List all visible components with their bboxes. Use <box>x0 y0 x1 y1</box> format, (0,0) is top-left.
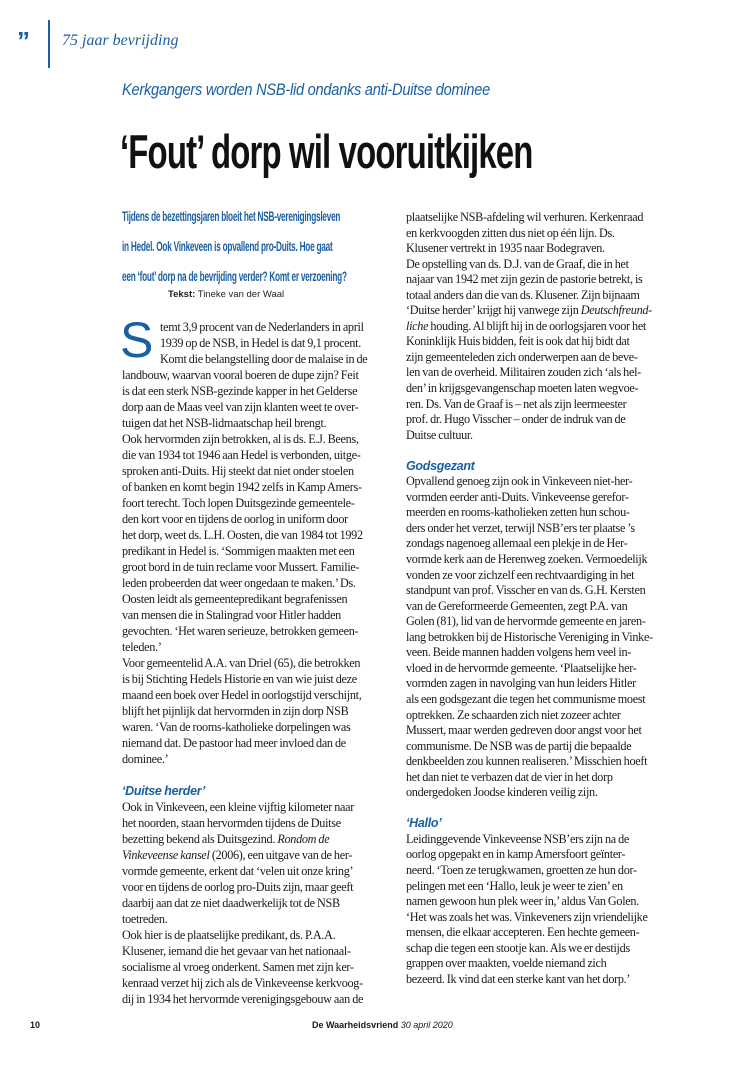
article-intro <box>122 202 397 292</box>
body-line: socialisme al vroeg onderkent. Samen met zijn ker- <box>122 960 354 974</box>
body-line <box>122 831 329 847</box>
body-line: plaatselijke NSB-afdeling wil verhuren. Kerkenraad <box>406 210 644 224</box>
body-line: vormde kerk aan de Herenweg zoeken. Vermoedelijk <box>406 552 648 567</box>
body-line: zondags nagenoeg allemaal een plekje in de Her- <box>406 536 628 551</box>
body-line: prof. dr. Hugo Visscher – onder de indruk van de <box>406 412 626 427</box>
body-line: leden probeerden dat weer ongedaan te maken.’ Ds. <box>122 576 356 590</box>
header-divider <box>48 20 50 68</box>
section-heading: Godsgezant <box>406 458 475 473</box>
body-line: najaar van 1942 met zijn gezin de pastorie betrekt, is <box>406 272 643 287</box>
byline <box>168 289 284 300</box>
body-line: Komt die belangstelling door de malaise in de <box>160 352 368 366</box>
body-column-left <box>122 319 392 1007</box>
body-line: ren. Ds. Van de Graaf is – net als zijn leermeester <box>406 396 627 411</box>
body-line: teleden.’ <box>122 640 162 654</box>
body-line: Leidinggevende Vinkeveense NSB’ers zijn na de <box>406 831 629 846</box>
italic-title: liche <box>406 318 429 333</box>
body-line: dominee.’ <box>122 752 169 766</box>
body-line: vormden zagen in navolging van hun leiders Hitler <box>406 676 636 691</box>
body-line: van mensen die in Stalingrad voor Hitler hadden <box>122 608 341 622</box>
drop-cap: S <box>120 315 154 365</box>
body-line: is bij Stichting Hedels Historie en van wie juist deze <box>122 672 357 686</box>
section-heading: ‘Hallo’ <box>406 816 442 831</box>
footer-publication <box>312 1020 453 1030</box>
body-line: ondergedoken Joodse kinderen veilig zijn. <box>406 785 598 800</box>
body-line: De opstelling van ds. D.J. van de Graaf, die in het <box>406 256 629 271</box>
body-line: het noorden, staan hervormden tijdens de Duitse <box>122 816 341 830</box>
body-line: vormde gemeente, erkent dat ‘velen uit onze kring’ <box>122 864 354 878</box>
body-text: bezetting bekend als Duitsgezind. <box>122 832 278 846</box>
body-line: grappen over maakten, voelde niemand zich <box>406 956 607 971</box>
byline-label: Tekst: <box>168 289 196 300</box>
body-line: Voor gemeentelid A.A. van Driel (65), die betrokken <box>122 656 361 670</box>
body-text: (2006), een uitgave van de her- <box>209 848 353 862</box>
body-line: het dan niet te verbazen dat de vier in het dorp <box>406 769 613 784</box>
body-line: Koninklijk Huis bidden, feit is ook dat hij bidt dat <box>406 334 630 349</box>
body-line: maand een boek over Hedel in oorlogstijd verschijnt, <box>122 688 362 702</box>
body-column-right <box>406 210 676 987</box>
body-line: waren. ‘Van de rooms-katholieke dorpelingen was <box>122 720 351 734</box>
body-line: den’ in krijgsgevangenschap moeten laten wegvoe- <box>406 381 639 396</box>
body-line: totaal anders dan die van ds. Klusener. Zijn bijnaam <box>406 287 640 302</box>
body-line: vloed in de hervormde gemeente. ‘Plaatselijke her- <box>406 660 637 675</box>
intro-line: Tijdens de bezettingsjaren bloeit het NSB-verenigingsleven <box>122 209 341 225</box>
series-label: 75 jaar bevrijding <box>62 32 179 49</box>
body-line: Golen (81), lid van de hervormde gemeente en jaren- <box>406 614 646 629</box>
body-line: optrekken. Ze schaarden zich niet zozeer achter <box>406 707 621 722</box>
body-line: namen gewoon hun plek weer in,’ aldus Van Golen. <box>406 894 639 909</box>
italic-title: Rondom de <box>277 832 330 846</box>
body-line: denkbeelden zou kunnen realiseren.’ Misschien hoeft <box>406 754 648 769</box>
body-line: bezeerd. Ik vind dat een sterke kant van het dorp.’ <box>406 971 631 986</box>
body-line: den kort voor en tijdens de oorlog in uniform door <box>122 512 348 526</box>
body-line: standpunt van prof. Visscher en van ds. G.H. Kersten <box>406 583 646 598</box>
body-line: Klusener, iemand die het gevaar van het nationaal- <box>122 944 351 958</box>
byline-author: Tineke van der Waal <box>197 289 285 300</box>
body-line: Ook in Vinkeveen, een kleine vijftig kilometer naar <box>122 800 355 814</box>
article-kicker: Kerkgangers worden NSB-lid ondanks anti-Duitse dominee <box>122 80 491 99</box>
body-line: die van 1934 tot 1946 aan Hedel is verbonden, uitge- <box>122 448 361 462</box>
body-line: dij in 1934 het hervormde verenigingsgebouw aan de <box>122 992 364 1006</box>
body-line: mensen, die elkaar accepteren. Een hechte gemeen- <box>406 925 640 940</box>
body-line: Oosten leidt als gemeentepredikant begrafenissen <box>122 592 348 606</box>
body-line: Ook hier is de plaatselijke predikant, ds. P.A.A. <box>122 928 336 942</box>
body-line: tuigen dat het NSB-lidmaatschap heil brengt. <box>122 416 327 430</box>
article-title: ‘Fout’ dorp wil vooruitkijken <box>120 125 533 178</box>
body-line: daarbij aan dat ze niet daadwerkelijk tot de NSB <box>122 896 340 910</box>
body-line: zijn gemeenteleden zich onderwerpen aan de beve- <box>406 349 638 364</box>
body-line: het dorp, weet ds. L.H. Oosten, die van 1984 tot 1992 <box>122 528 363 542</box>
body-line: Mussert, maar werden gedreven door angst voor het <box>406 723 642 738</box>
body-line <box>406 319 646 335</box>
body-line: veen. Beide mannen hadden volgens hem veel in- <box>406 645 632 660</box>
body-line: Opvallend genoeg zijn ook in Vinkeveen niet-her- <box>406 474 633 489</box>
body-line: is dat een sterk NSB-gezinde kapper in het Gelderse <box>122 384 358 398</box>
body-line: kenraad verzet hij zich als de Vinkeveense kerkvoog- <box>122 976 363 990</box>
intro-line: een ‘fout’ dorp na de bevrijding verder? Komt er verzoening? <box>122 269 347 285</box>
body-line: 1939 op de NSB, in Hedel is dat 9,1 procent. <box>160 336 361 350</box>
body-line: lang betrokken bij de Historische Vereniging in Vinke- <box>406 629 653 644</box>
intro-line: in Hedel. Ook Vinkeveen is opvallend pro-Duits. Hoe gaat <box>122 239 333 255</box>
section-heading: ‘Duitse herder’ <box>122 784 205 798</box>
body-line: temt 3,9 procent van de Nederlanders in april <box>160 320 364 334</box>
body-line: Ook hervormden zijn betrokken, al is ds. E.J. Beens, <box>122 432 359 446</box>
body-line: groot bord in de tuin reclame voor Mussert. Familie- <box>122 560 360 574</box>
body-line: en kerkvoogden zitten dus niet op één lijn. Ds. <box>406 225 615 240</box>
body-line: landbouw, waarvan vooral boeren de dupe zijn? Feit <box>122 368 359 382</box>
body-line: schap die tegen een stootje kan. Als we er destijds <box>406 940 630 955</box>
body-line: oorlog opgepakt en in kamp Amersfoort geïnter- <box>406 847 626 862</box>
body-line: vonden ze voor zichzelf een rechtvaardiging in het <box>406 567 635 582</box>
body-line <box>122 847 352 863</box>
body-line: toetreden. <box>122 912 168 926</box>
page-number: 10 <box>30 1020 41 1030</box>
body-line: als een godsgezant die tegen het communisme moest <box>406 691 646 706</box>
body-line <box>406 303 652 319</box>
body-line: meerden en rooms-katholieken zetten hun schou- <box>406 505 630 520</box>
body-line: gevochten. ‘Het waren serieuze, betrokken gemeen- <box>122 624 359 638</box>
body-line: vormden eerder anti-Duits. Vinkeveense gerefor- <box>406 489 629 504</box>
italic-title: Deutschfreund- <box>580 303 652 318</box>
body-line: dorp aan de Maas veel van zijn klanten weet te over- <box>122 400 359 414</box>
body-line: foort terecht. Toch lopen Duitsgezinde gemeentele- <box>122 496 355 510</box>
body-line: neerd. ‘Toen ze terugkwamen, groetten ze hun dor- <box>406 862 637 877</box>
body-text: ‘Duitse herder’ krijgt hij vanwege zijn <box>406 303 581 318</box>
magazine-name: De Waarheidsvriend <box>312 1020 399 1030</box>
body-line: voor en tijdens de oorlog pro-Duits zijn, maar geeft <box>122 880 354 894</box>
quote-mark-icon: ” <box>17 26 28 56</box>
body-line: sproken anti-Duits. Hij steekt dat niet onder stoelen <box>122 464 354 478</box>
body-line: Klusener vertrekt in 1935 naar Bodegraven. <box>406 241 605 256</box>
body-line: van de Gereformeerde Gemeenten, zegt P.A. van <box>406 598 628 613</box>
body-line: communisme. De NSB was de partij die bepaalde <box>406 738 632 753</box>
body-line: Duitse cultuur. <box>406 427 473 442</box>
issue-date: 30 april 2020 <box>400 1020 453 1030</box>
body-line: blijft het pijnlijk dat hervormden in zijn dorp NSB <box>122 704 349 718</box>
body-line: ‘Het was zoals het was. Vinkeveners zijn vriendelijke <box>406 909 648 924</box>
italic-title: Vinkeveense kansel <box>122 848 210 862</box>
body-line: of banken en komt begin 1942 zelfs in Kamp Amers- <box>122 480 362 494</box>
body-line: len van de overheid. Militairen zouden zich ‘als hel- <box>406 365 641 380</box>
body-line: niemand dat. De pastoor had meer invloed dan de <box>122 736 346 750</box>
body-line: ders onder het verzet, terwijl NSB’ers ter plaatse ’s <box>406 520 635 535</box>
body-line: pelingen met een ‘Hallo, leuk je weer te zien’ en <box>406 878 623 893</box>
body-line: predikant in Hedel is. ‘Sommigen maakten met een <box>122 544 355 558</box>
body-text: houding. Al blijft hij in de oorlogsjaren voor het <box>428 318 647 333</box>
